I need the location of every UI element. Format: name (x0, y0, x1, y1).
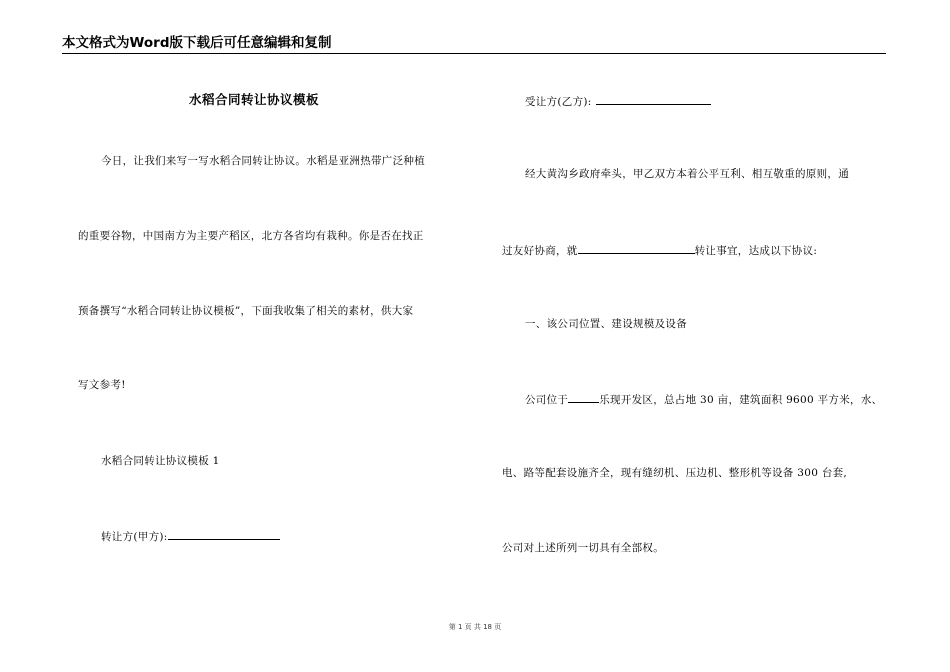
page-number: 第 1 页 共 18 页 (448, 623, 502, 631)
template-heading: 水稻合同转让协议模板 1 (101, 455, 220, 467)
intro-line-3: 预备撰写“水稻合同转让协议模板”，下面我收集了相关的素材，供大家 (78, 305, 414, 317)
left-column (0, 0, 480, 620)
page-header-title: 本文格式为Word版下载后可任意编辑和复制 (62, 35, 332, 51)
para1-line-2 (502, 242, 817, 258)
intro-line-4: 写文参考! (78, 379, 126, 391)
para2-line-1-after: 乐现开发区，总占地 30 亩，建筑面积 9600 平方米，水、 (599, 394, 883, 406)
document-title: 水稻合同转让协议模板 (189, 92, 320, 107)
para2-line-1 (525, 391, 882, 407)
para1-line-2-after: 转让事宜，达成以下协议: (694, 245, 818, 257)
para2-line-1-before: 公司位于 (525, 394, 569, 406)
transfer-subject-blank (578, 242, 695, 254)
party-a-blank (168, 528, 280, 540)
party-b-label: 受让方(乙方): (525, 96, 592, 108)
party-b-blank (596, 93, 711, 105)
party-a-line (101, 528, 280, 544)
section-1-heading: 一、该公司位置、建设规模及设备 (525, 318, 687, 330)
right-column (480, 0, 950, 620)
para1-line-1: 经大黄沟乡政府牵头，甲乙双方本着公平互利、相互敬重的原则，通 (525, 168, 849, 180)
para2-line-3: 公司对上述所列一切具有全部权。 (502, 542, 664, 554)
para2-line-2: 电、路等配套设施齐全，现有缝纫机、压边机、整形机等设备 300 台套, (502, 467, 848, 479)
party-a-label: 转让方(甲方): (101, 531, 168, 543)
company-location-blank (568, 391, 599, 403)
para1-line-2-before: 过友好协商，就 (502, 245, 578, 257)
intro-line-2: 的重要谷物，中国南方为主要产稻区，北方各省均有栽种。你是否在找正 (78, 230, 424, 242)
party-b-line (525, 93, 711, 109)
intro-line-1: 今日，让我们来写一写水稻合同转让协议。水稻是亚洲热带广泛种植 (101, 155, 425, 167)
